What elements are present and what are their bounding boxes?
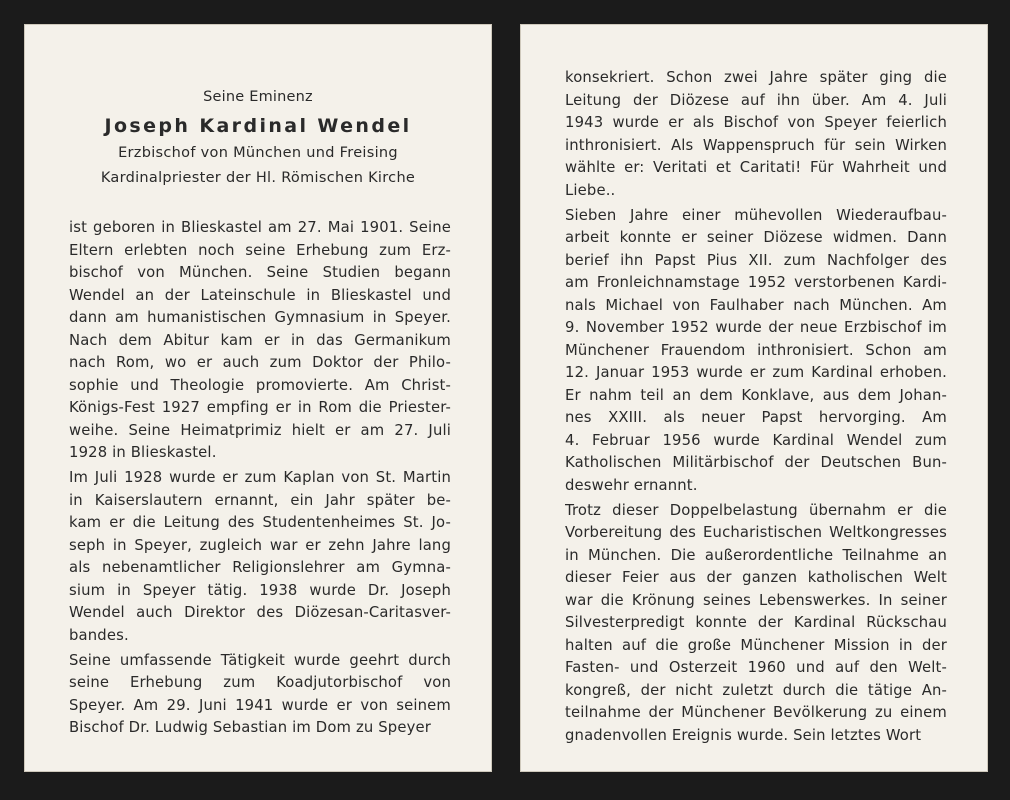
text-line: bandes. [69,626,129,644]
eminence-title: Seine Eminenz [203,89,313,105]
text-line: deswehr ernannt. [565,476,698,494]
paragraph [69,650,451,740]
text-line: seph in Speyer, zugleich war er zehn Jahre lang [69,536,451,554]
paragraph [565,205,947,498]
text-line: dieser Feier aus der ganzen katholischen Welt [565,569,947,586]
text-line: 12. Januar 1953 wurde er zum Kardinal erhoben. [565,364,947,381]
text-line: sium in Speyer tätig. 1938 wurde Dr. Joseph [69,581,451,599]
role-cardinal-priest: Kardinalpriester der Hl. Römischen Kirche [100,169,416,186]
text-line: 1943 wurde er als Bischof von Speyer feierlich [565,114,947,131]
left-card [24,24,492,772]
text-line: gnadenvollen Ereignis wurde. Sein letztes Wort [565,726,922,744]
text-line: Katholischen Militärbischof der Deutschen Bun- [565,454,947,471]
role-archbishop: Erzbischof von München und Freising [118,145,398,161]
text-line: nals Michael von Faulhaber nach München. Am [565,296,947,314]
text-line: seine Erhebung zum Koadjutorbischof von [69,674,451,691]
text-line: dann am humanistischen Gymnasium in Speyer. [69,309,451,326]
text-line: Vorbereitung des Eucharistischen Weltkongresses [565,524,947,541]
text-line: 4. Februar 1956 wurde Kardinal Wendel zum [565,431,947,449]
text-line: als nebenamtlicher Religionslehrer am Gymna- [69,559,451,576]
text-line: Fasten- und Osterzeit 1960 und auf den Welt- [565,659,947,676]
text-line: bischof von München. Seine Studien begann [69,264,451,281]
text-line: wählte er: Veritati et Caritati! Für Wahrheit und [565,159,947,176]
text-line: Seine umfassende Tätigkeit wurde geehrt durch [69,651,451,669]
text-line: kongreß, der nicht zuletzt durch die tätige An- [565,681,947,699]
right-card [520,24,988,772]
text-line: war die Krönung seines Lebenswerkes. In seiner [565,591,947,609]
text-line: inthronisiert. Als Wappenspruch für sein Wirken [565,136,947,154]
text-line: 1928 in Blieskastel. [69,444,217,461]
paragraph [69,217,451,465]
biography-text-right [565,67,947,750]
text-line: weihe. Seine Heimatprimiz hielt er am 27. Juli [69,421,451,439]
text-line: arbeit konnte er seiner Diözese widmen. Dann [565,229,947,246]
paragraph [69,467,451,647]
text-line: 9. November 1952 wurde der neue Erzbischof im [565,319,947,336]
text-line: konsekriert. Schon zwei Jahre später ging die [565,69,947,86]
text-line: Bischof Dr. Ludwig Sebastian im Dom zu Speyer [69,719,431,736]
text-line: sophie und Theologie promovierte. Am Christ- [69,376,451,394]
text-line: teilnahme der Münchener Bevölkerung zu einem [565,704,947,721]
biography-text-left [69,217,451,742]
text-line: Im Juli 1928 wurde er zum Kaplan von St. Martin [69,469,451,486]
text-line: in München. Die außerordentliche Teilnahme an [565,546,947,564]
text-line: kam er die Leitung des Studentenheimes St. Jo- [69,514,451,531]
text-line: Leitung der Diözese auf ihn über. Am 4. Juli [565,91,947,109]
text-line: Königs-Fest 1927 empfing er in Rom die Priester- [69,399,451,416]
text-line: Münchener Frauendom inthronisiert. Schon am [565,341,947,359]
cardinal-name: Joseph Kardinal Wendel [104,115,412,137]
text-line: Nach dem Abitur kam er in das Germanikum [69,331,451,349]
paragraph [565,67,947,202]
text-line: nach Rom, wo er auch zum Doktor der Philo- [69,354,451,371]
text-line: nes XXIII. als neuer Papst hervorging. Am [565,409,947,426]
text-line: Speyer. Am 29. Juni 1941 wurde er von seinem [69,696,451,714]
text-line: Eltern erlebten noch seine Erhebung zum Erz- [69,241,451,259]
text-line: Silvesterpredigt konnte der Kardinal Rückschau [565,614,947,631]
text-line: Sieben Jahre einer mühevollen Wiederaufbau- [565,206,947,224]
text-line: halten auf die große Münchener Mission in der [565,636,947,654]
text-line: Wendel an der Lateinschule in Blieskastel und [69,286,451,304]
card-header [25,87,491,190]
text-line: Liebe.. [565,181,616,199]
text-line: Trotz dieser Doppelbelastung übernahm er die [565,501,947,519]
text-line: Er nahm teil an dem Konklave, aus dem Johan- [565,386,947,404]
text-line: ist geboren in Blieskastel am 27. Mai 1901. Seine [69,219,451,236]
text-line: Wendel auch Direktor des Diözesan-Caritasver- [69,604,451,621]
text-line: in Kaiserslautern ernannt, ein Jahr später be- [69,491,451,509]
text-line: berief ihn Papst Pius XII. zum Nachfolger des [565,251,947,269]
text-line: am Fronleichnamstage 1952 verstorbenen Kardi- [565,274,947,291]
paragraph [565,500,947,748]
